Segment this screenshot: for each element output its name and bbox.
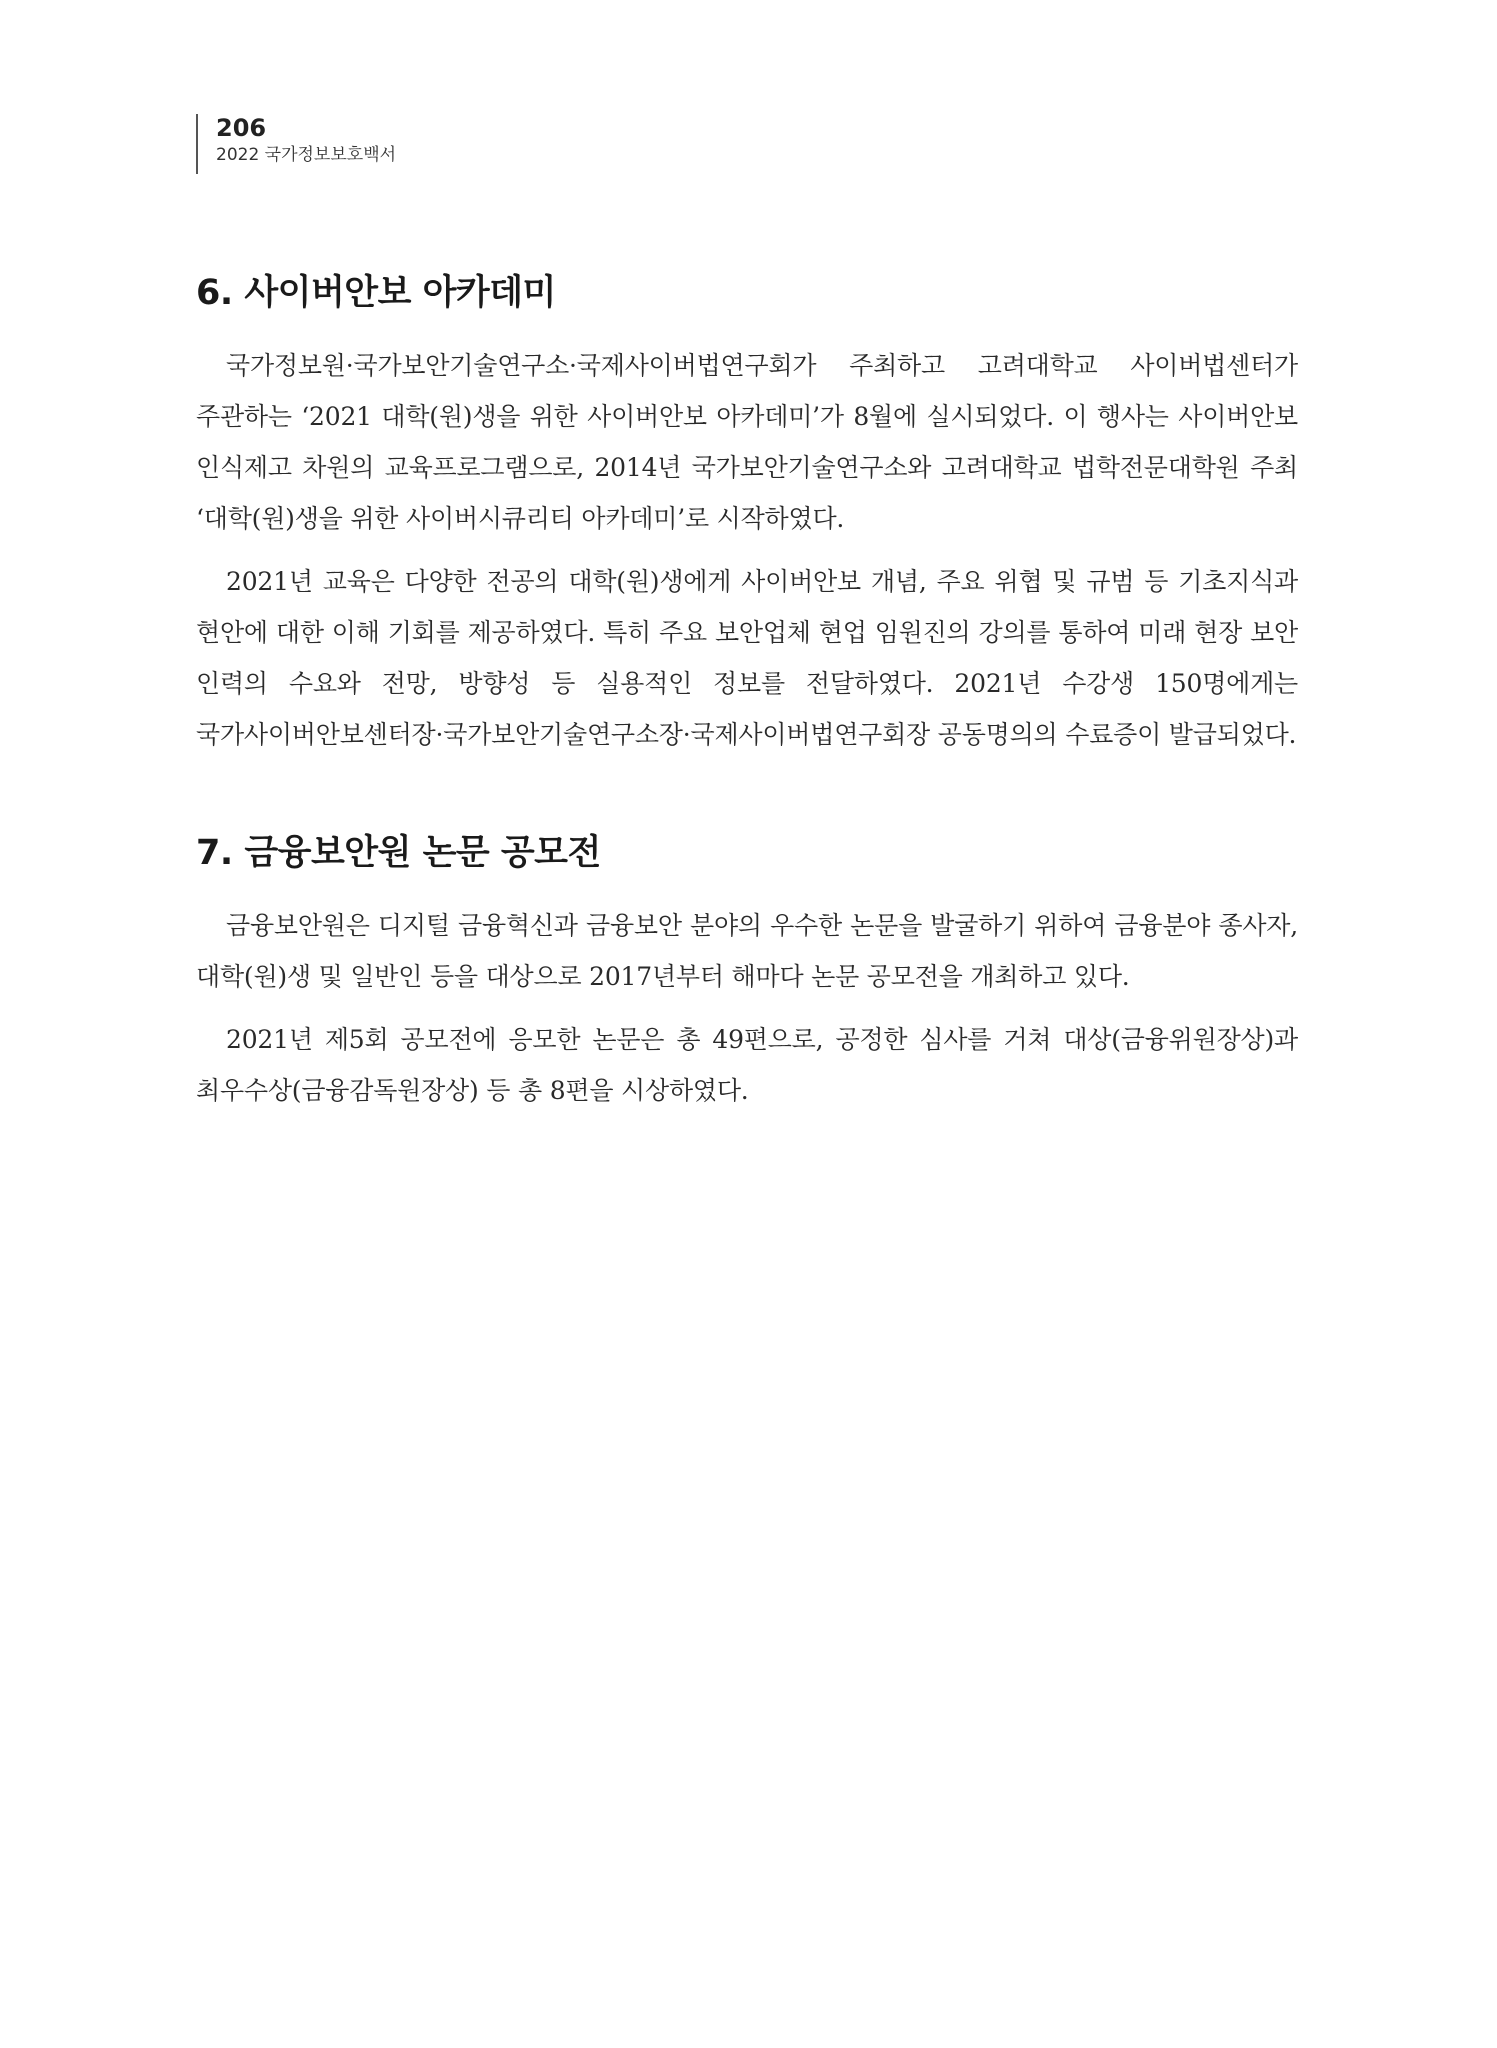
section-heading: 7. 금융보안원 논문 공모전 — [196, 833, 601, 873]
section-heading: 6. 사이버안보 아카데미 — [196, 273, 556, 313]
page-header — [196, 114, 396, 174]
page-number: 206 — [216, 114, 267, 142]
paragraph: 금융보안원은 디지털 금융혁신과 금융보안 분야의 우수한 논문을 발굴하기 위하여 금융분야 종사자, 대학(원)생 및 일반인 등을 대상으로 2017년부터 해마다 논문 공모전을 개최하고 있다. — [196, 911, 1298, 991]
section-fsi-paper-contest — [196, 828, 1298, 1116]
publication-title: 2022 국가정보보호백서 — [216, 145, 397, 165]
paragraph: 국가정보원·국가보안기술연구소·국제사이버법연구회가 주최하고 고려대학교 사이버법센터가 주관하는 ‘2021 대학(원)생을 위한 사이버안보 아카데미’가 8월에 실시되었다. 이 행사는 사이버안보 인식제고 차원의 교육프로그램으로, 2014년 국가보안기술연구소와 고려대학교 법학전문대학원 주최 ‘대학(원)생을 위한 사이버시큐리티 아카데미’로 시작하였다. — [196, 351, 1298, 533]
page-content — [196, 268, 1298, 1128]
section-cyber-security-academy — [196, 268, 1298, 760]
paragraph: 2021년 제5회 공모전에 응모한 논문은 총 49편으로, 공정한 심사를 거쳐 대상(금융위원장상)과 최우수상(금융감독원장상) 등 총 8편을 시상하였다. — [196, 1025, 1298, 1105]
paragraph: 2021년 교육은 다양한 전공의 대학(원)생에게 사이버안보 개념, 주요 위협 및 규범 등 기초지식과 현안에 대한 이해 기회를 제공하였다. 특히 주요 보안업체 현업 임원진의 강의를 통하여 미래 현장 보안 인력의 수요와 전망, 방향성 등 실용적인 정보를 전달하였다. 2021년 수강생 150명에게는 국가사이버안보센터장·국가보안기술연구소장·국제사이버법연구회장 공동명의의 수료증이 발급되었다. — [196, 567, 1298, 749]
